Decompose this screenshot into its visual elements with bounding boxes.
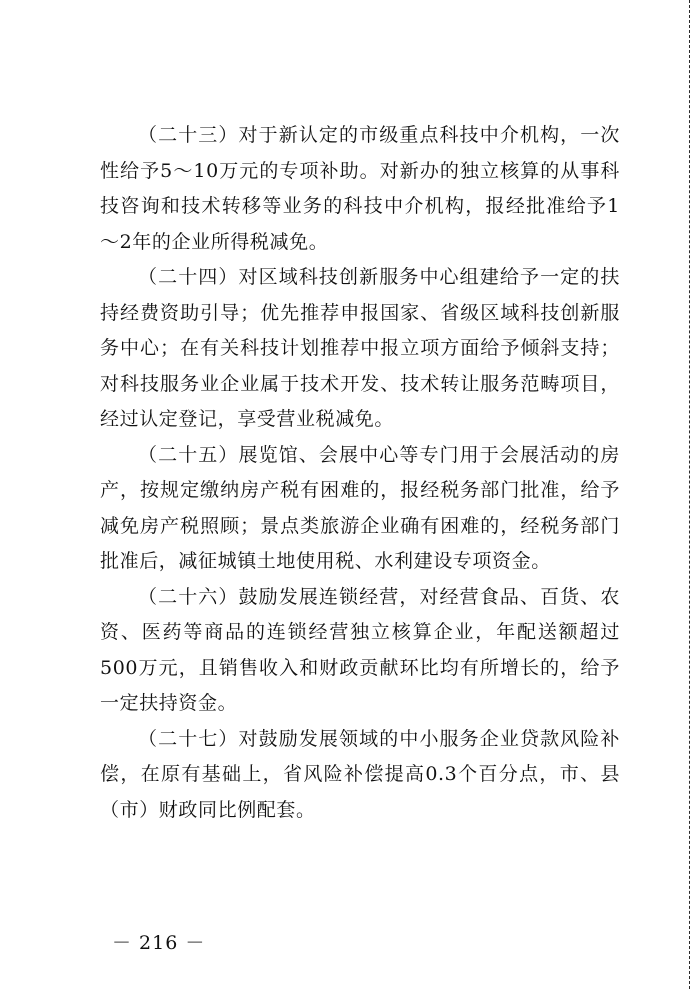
page-edge-dashed-line [689, 0, 690, 989]
paragraph-23: （二十三）对于新认定的市级重点科技中介机构，一次性给予5～10万元的专项补助。对新办的独立核算的从事科技咨询和技术转移等业务的科技中介机构，报经批准给予1～2年的企业所得税减免。 [100, 124, 620, 253]
body-text [100, 118, 620, 828]
paragraph-24: （二十四）对区域科技创新服务中心组建给予一定的扶持经费资助引导；优先推荐申报国家、省级区域科技创新服务中心；在有关科技计划推荐中报立项方面给予倾斜支持；对科技服务业企业属于技术开发、技术转让服务范畴项目，经过认定登记，享受营业税减免。 [100, 266, 620, 430]
paragraph-25: （二十五）展览馆、会展中心等专门用于会展活动的房产，按规定缴纳房产税有困难的，报经税务部门批准，给予减免房产税照顾；景点类旅游企业确有困难的，经税务部门批准后，减征城镇土地使用税、水利建设专项资金。 [100, 443, 620, 572]
paragraph-27: （二十七）对鼓励发展领域的中小服务企业贷款风险补偿，在原有基础上，省风险补偿提高0.3个百分点，市、县（市）财政同比例配套。 [100, 727, 620, 821]
paragraph-26: （二十六）鼓励发展连锁经营，对经营食品、百货、农资、医药等商品的连锁经营独立核算企业，年配送额超过500万元，且销售收入和财政贡献环比均有所增长的，给予一定扶持资金。 [100, 585, 620, 714]
page-number: － 216 － [112, 932, 206, 954]
